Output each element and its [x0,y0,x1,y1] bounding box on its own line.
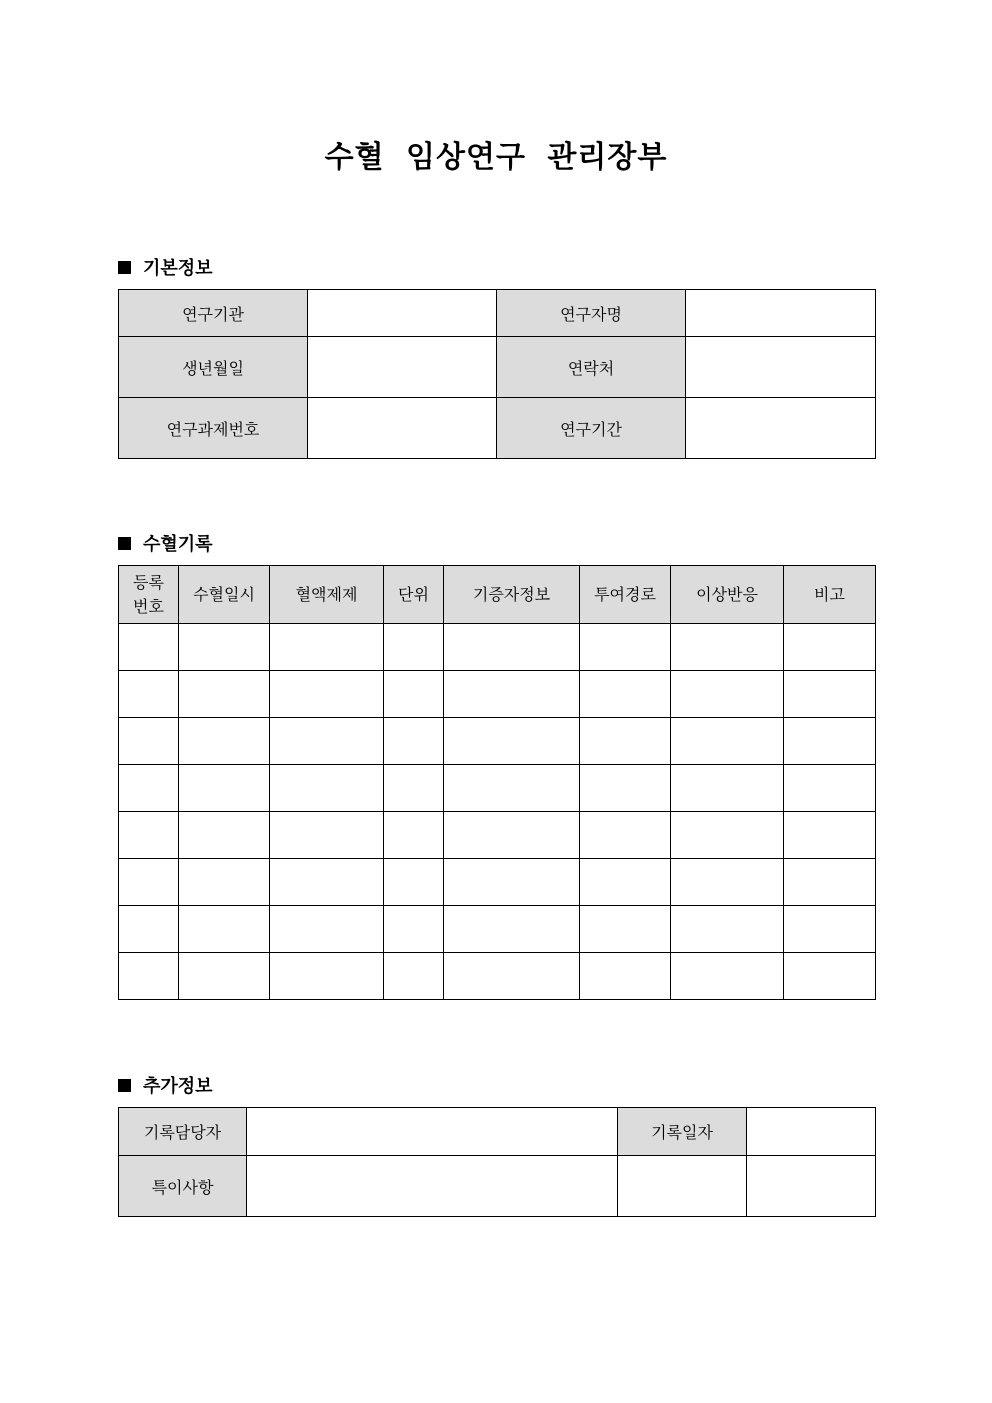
square-bullet-icon [118,537,131,550]
empty-cell[interactable] [618,1156,747,1217]
table-row [119,671,876,718]
record-cell[interactable] [580,859,671,906]
record-cell[interactable] [270,718,384,765]
record-cell[interactable] [444,812,580,859]
record-cell[interactable] [119,812,179,859]
record-cell[interactable] [179,624,270,671]
record-cell[interactable] [179,859,270,906]
column-header: 투여경로 [580,566,671,624]
table-row [119,906,876,953]
record-cell[interactable] [119,906,179,953]
record-cell[interactable] [580,812,671,859]
record-cell[interactable] [384,953,444,1000]
record-cell[interactable] [580,906,671,953]
table-row [119,337,876,398]
record-cell[interactable] [580,624,671,671]
record-cell[interactable] [384,765,444,812]
record-cell[interactable] [179,765,270,812]
record-cell[interactable] [671,671,784,718]
record-cell[interactable] [784,859,876,906]
record-cell[interactable] [580,953,671,1000]
record-cell[interactable] [119,953,179,1000]
label-cell: 기록담당자 [119,1108,247,1156]
record-cell[interactable] [444,906,580,953]
record-cell[interactable] [580,765,671,812]
record-cell[interactable] [784,906,876,953]
table-row [119,624,876,671]
record-cell[interactable] [671,953,784,1000]
table-row [119,718,876,765]
record-cell[interactable] [270,859,384,906]
record-cell[interactable] [270,906,384,953]
record-cell[interactable] [179,671,270,718]
table-row [119,398,876,459]
column-header: 수혈일시 [179,566,270,624]
column-header: 기증자정보 [444,566,580,624]
record-cell[interactable] [270,624,384,671]
record-cell[interactable] [580,718,671,765]
label-cell: 연구자명 [497,290,686,337]
record-cell[interactable] [270,953,384,1000]
record-cell[interactable] [671,906,784,953]
record-cell[interactable] [444,859,580,906]
table-row [119,859,876,906]
label-cell: 연구기관 [119,290,308,337]
record-cell[interactable] [270,765,384,812]
column-header: 등록 번호 [119,566,179,624]
value-cell-remarks[interactable] [247,1156,618,1217]
section-heading-label: 기본정보 [143,258,213,279]
record-cell[interactable] [384,906,444,953]
record-cell[interactable] [784,953,876,1000]
section-heading-label: 수혈기록 [143,534,213,555]
label-cell: 연구과제번호 [119,398,308,459]
record-cell[interactable] [179,812,270,859]
label-cell: 특이사항 [119,1156,247,1217]
record-cell[interactable] [671,812,784,859]
square-bullet-icon [118,261,131,274]
record-cell[interactable] [119,671,179,718]
record-cell[interactable] [384,812,444,859]
value-cell-project-number[interactable] [308,398,497,459]
basic-info-table [118,289,876,459]
record-cell[interactable] [270,812,384,859]
record-cell[interactable] [179,953,270,1000]
record-cell[interactable] [784,671,876,718]
record-cell[interactable] [119,718,179,765]
extra-info-table [118,1107,876,1217]
value-cell-period[interactable] [686,398,876,459]
section-heading-records [118,530,213,556]
table-row [119,1156,876,1217]
record-cell[interactable] [179,906,270,953]
square-bullet-icon [118,1079,131,1092]
section-heading-extra [118,1072,213,1098]
label-cell: 연구기간 [497,398,686,459]
value-cell-researcher[interactable] [686,290,876,337]
record-cell[interactable] [444,624,580,671]
value-cell-contact[interactable] [686,337,876,398]
record-cell[interactable] [384,624,444,671]
record-cell[interactable] [671,718,784,765]
value-cell-recorder[interactable] [247,1108,618,1156]
record-cell[interactable] [119,859,179,906]
record-cell[interactable] [784,718,876,765]
section-heading-basic [118,254,213,280]
record-cell[interactable] [444,671,580,718]
record-cell[interactable] [671,765,784,812]
record-cell[interactable] [784,624,876,671]
record-cell[interactable] [784,765,876,812]
record-cell[interactable] [580,671,671,718]
table-row [119,290,876,337]
record-cell[interactable] [384,671,444,718]
record-cell[interactable] [384,718,444,765]
section-heading-label: 추가정보 [143,1076,213,1097]
label-cell: 생년월일 [119,337,308,398]
table-row [119,765,876,812]
column-header: 이상반응 [671,566,784,624]
transfusion-records-table [118,565,876,1000]
record-cell[interactable] [784,812,876,859]
empty-cell[interactable] [747,1156,876,1217]
record-cell[interactable] [119,624,179,671]
column-header: 비고 [784,566,876,624]
column-header: 혈액제제 [270,566,384,624]
record-cell[interactable] [671,859,784,906]
record-cell[interactable] [270,671,384,718]
value-cell-birthdate[interactable] [308,337,497,398]
label-cell: 연락처 [497,337,686,398]
record-cell[interactable] [444,953,580,1000]
record-cell[interactable] [179,718,270,765]
label-cell: 기록일자 [618,1108,747,1156]
table-row [119,812,876,859]
record-cell[interactable] [444,765,580,812]
record-cell[interactable] [444,718,580,765]
table-row [119,953,876,1000]
record-cell[interactable] [119,765,179,812]
page-title: 수혈 임상연구 관리장부 [324,140,668,175]
column-header: 단위 [384,566,444,624]
table-row [119,1108,876,1156]
value-cell-record-date[interactable] [747,1108,876,1156]
record-cell[interactable] [671,624,784,671]
value-cell-institution[interactable] [308,290,497,337]
table-header-row [119,566,876,624]
record-cell[interactable] [384,859,444,906]
